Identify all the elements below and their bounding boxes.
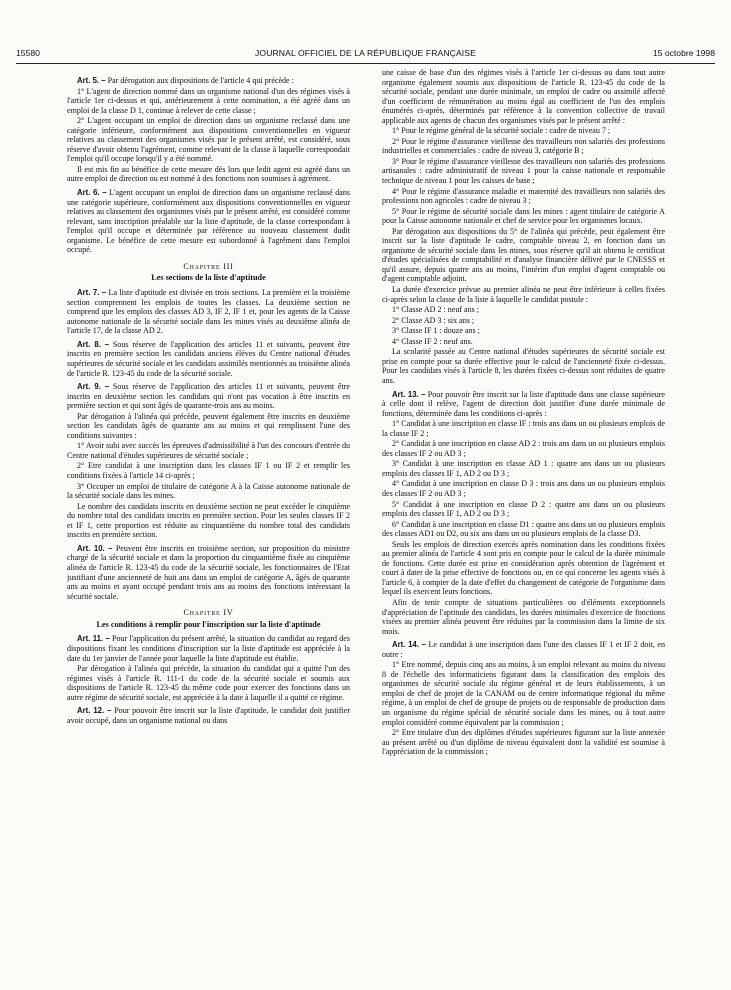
body-paragraph: La scolarité passée au Centre national d'études supérieures de sécurité sociale est prise en compte pour sa durée effective pour le calcul de l'ancienneté fixée ci-dessus. Pour les candidats visés à l'article 8, les durées fixées ci-dessus sont réduites de quatre ans. bbox=[382, 347, 665, 385]
body-paragraph: 2° Pour le régime d'assurance vieillesse des travailleurs non salariés des professions industrielles et commerciales : cadre de niveau 3, catégorie B ; bbox=[382, 136, 665, 156]
article-text: La liste d'aptitude est divisée en trois sections. La première et la troisième section comprennent les emplois de toutes les classes. La deuxième section ne comprend que les emplois des classes AD 3, IF 2, IF 1 et, pour les agents de la Caisse autonome nationale de la sécurité sociale dans les mines visés au deuxième alinéa de l'article 17, de la classe AD 2. bbox=[67, 288, 350, 336]
body-paragraph: 1° Pour le régime général de la sécurité sociale : cadre de niveau 7 ; bbox=[392, 126, 611, 136]
article-label: Art. 8. – bbox=[77, 339, 110, 349]
body-paragraph: Par dérogation à l'alinéa qui précède, peuvent également être inscrits en deuxième section les candidats âgés de quarante ans au moins et qui remplissent l'une des conditions suivantes : bbox=[67, 411, 350, 440]
body-paragraph: 1° Classe AD 2 : neuf ans ; bbox=[392, 305, 480, 315]
article-paragraph bbox=[382, 640, 665, 659]
body-paragraph: 1° Etre nommé, depuis cinq ans au moins, à un emploi relevant au moins du niveau 8 de l'échelle des informaticiens figurant dans la classification des emplois des organismes de sécurité sociale du régime général et de leurs établissements, à un emploi de chef de projet de la CANAM ou de centre informatique régional du même régime, à un emploi de chef de groupe de projets ou de responsable de production dans un organisme du régime spécial de sécurité sociale dans les mines, ou à tout autre emploi considéré comme équivalent par la commission ; bbox=[382, 660, 665, 727]
article-text: L'agent occupant un emploi de direction dans un organisme reclassé dans une catégorie supérieure, conformément aux dispositions conventionnelles en vigueur relatives au classement des organismes visés par le présent arrêté, est considéré comme relevant, sans inscription préalable sur la liste d'aptitude, de la classe correspondant à l'emploi qu'il occupe et déterminée par référence au nouveau classement dudit organisme. Le bénéfice de cette mesure est subordonné à l'agrément dans l'emploi occupé. bbox=[67, 188, 350, 255]
page-number: 15580 bbox=[16, 48, 40, 58]
section-title: Les sections de la liste d'aptitude bbox=[151, 273, 266, 283]
body-paragraph: 6° Candidat à une inscription en classe D1 : quatre ans dans un ou plusieurs emplois des classes AD1 ou D2, ou six ans dans un ou plusieurs emplois de la classe D3. bbox=[382, 519, 665, 539]
body-paragraph: Il est mis fin au bénéfice de cette mesure dès lors que ledit agent est agréé dans un autre emploi de direction ou est nommé à des fonctions non soumises à agrément. bbox=[67, 164, 350, 184]
body-paragraph: 3° Classe IF 1 : douze ans ; bbox=[392, 326, 480, 336]
article-label: Art. 13. – bbox=[392, 389, 426, 399]
body-paragraph: La durée d'exercice prévue au premier alinéa ne peut être inférieure à celles fixées ci-après selon la classe de la liste à laquelle le candidat postule : bbox=[382, 285, 665, 304]
body-paragraph: 4° Pour le régime d'assurance maladie et maternité des travailleurs non salariés des professions non agricoles : cadre de niveau 3 ; bbox=[382, 186, 665, 206]
article-label: Art. 11. – bbox=[77, 634, 110, 644]
article-text: Par dérogation aux dispositions de l'article 4 qui précède : bbox=[105, 76, 294, 85]
left-column bbox=[67, 72, 350, 977]
article-label: Art. 10. – bbox=[77, 543, 113, 553]
right-column bbox=[382, 68, 665, 973]
body-paragraph: Seuls les emplois de direction exercés après nomination dans les conditions fixées au premier alinéa de l'article 4 sont pris en compte pour le calcul de la durée minimale de fonctions. Cette durée est prise en considération après obtention de l'agrément et court à dater de la prise effective de fonctions ou, en ce qui concerne les agents visés à l'article 6, à compter de la date d'effet du changement de catégorie de l'organisme dans lequel ils exercent leurs fonctions. bbox=[382, 539, 665, 597]
body-paragraph: 5° Candidat à une inscription en classe D 2 : quatre ans dans un ou plusieurs emplois des classes IF 1, AD 2 ou D 3 ; bbox=[382, 499, 665, 519]
body-paragraph: 2° Etre titulaire d'un des diplômes d'études supérieures figurant sur la liste annexée au présent arrêté ou d'un diplôme de niveau équivalent dont la validité est soumise à l'appréciation de la commission ; bbox=[382, 728, 665, 757]
body-paragraph: Par dérogation aux dispositions du 5° de l'alinéa qui précède, peut également être inscrit sur la liste d'aptitude le cadre, comptable niveau 2, en fonction dans un organisme de sécurité sociale dans les mines, sous réserve qu'il ait obtenu le certificat d'études spécialisées de comptabilité et d'analyse financière délivré par le CNESSS et qu'il assure, depuis quatre ans au moins, l'intérim d'un emploi d'agent comptable ou d'agent comptable adjoint. bbox=[382, 226, 665, 284]
article-label: Art. 12. – bbox=[77, 706, 112, 716]
page-header bbox=[16, 48, 715, 62]
article-paragraph bbox=[67, 706, 350, 725]
article-text: Pour pouvoir être inscrit sur la liste d'aptitude, le candidat doit justifier avoir occupé, dans un organisme national ou dans bbox=[67, 706, 350, 725]
body-paragraph: 3° Occuper un emploi de titulaire de catégorie A à la Caisse autonome nationale de la sécurité sociale dans les mines. bbox=[67, 481, 350, 501]
body-paragraph: 3° Candidat à une inscription en classe AD 1 : quatre ans dans un ou plusieurs emplois des classes IF 1, AD 2 ou D 3 ; bbox=[382, 459, 665, 478]
body-paragraph: Afin de tenir compte de situations particulières ou d'éléments exceptionnels d'appréciation de l'aptitude des candidats, les durées minimales d'exercice de fonctions visées au premier alinéa peuvent être réduites par la commission dans la limite de six mois. bbox=[382, 597, 665, 636]
chapter-heading: Chapitre III bbox=[183, 261, 234, 271]
body-paragraph: 1° L'agent de direction nommé dans un organisme national d'un des régimes visés à l'article 1er ci-dessus et qui, antérieurement à cette nomination, a été agréé dans un emploi de la classe D 1, continue à relever de cette classe ; bbox=[67, 86, 350, 115]
article-label: Art. 14. – bbox=[392, 640, 426, 650]
article-label: Art. 5. – bbox=[77, 76, 106, 85]
article-text: Pour l'application du présent arrêté, la situation du candidat au regard des dispositions fixant les conditions d'inscription sur la liste d'aptitude est appréciée à la date du 1er janvier de l'année pour laquelle la liste d'aptitude est établie. bbox=[67, 634, 350, 663]
article-label: Art. 9. – bbox=[77, 382, 110, 392]
body-paragraph: 2° L'agent occupant un emploi de direction dans un organisme reclassé dans une catégorie inférieure, conformément aux dispositions conventionnelles en vigueur relatives au classement des organismes visés par le présent arrêté, est considéré, sous réserve d'avoir obtenu l'agrément, comme relevant de la classe à laquelle correspondait l'emploi qu'il occupe lorsqu'il y a été nommé. bbox=[67, 116, 350, 164]
header-rule bbox=[16, 63, 715, 64]
article-label: Art. 6. – bbox=[77, 188, 107, 198]
article-text: Sous réserve de l'application des articles 11 et suivants, peuvent être inscrits en deuxième section les candidats qui n'ont pas vocation à être inscrits en première section et qui sont âgés de quarante-trois ans au moins. bbox=[67, 382, 350, 411]
body-paragraph: 2° Etre candidat à une inscription dans les classes IF 1 ou IF 2 et remplir les conditions fixées à l'article 14 ci-après ; bbox=[67, 461, 350, 481]
body-paragraph: 3° Pour le régime d'assurance vieillesse des travailleurs non salariés des professions artisanales : cadre administratif de niveau 1 pour la caisse nationale et responsable technique de niveau 1 pour les caisses de base ; bbox=[382, 156, 665, 186]
body-paragraph: 1° Candidat à une inscription en classe IF : trois ans dans un ou plusieurs emplois de la classe IF 2 ; bbox=[382, 419, 665, 438]
body-paragraph: une caisse de base d'un des régimes visés à l'article 1er ci-dessus ou dans tout autre organisme également soumis aux dispositions de l'article R. 123-45 du code de la sécurité sociale, pendant une durée minimale, un emploi de cadre ou assimilé affecté d'un coefficient de rémunération au moins égal au coefficient de l'un des emplois énumérés ci-après, déterminés par référence à la convention collective de travail applicable aux agents de chacun des organismes visés par le présent arrêté : bbox=[382, 68, 665, 125]
article-text: Peuvent être inscrits en troisième section, sur proposition du ministre chargé de la sécurité sociale et dans la proportion du cinquantième fixée au cinquième alinéa de l'article R. 123-45 du code de la sécurité sociale, les fonctionnaires de l'Etat justifiant d'une ancienneté de huit ans dans un emploi de catégorie A, âgés de quarante ans au moins et ayant occupé pendant trois ans au moins des fonctions intéressant la sécurité sociale. bbox=[67, 543, 350, 601]
issue-date: 15 octobre 1998 bbox=[652, 48, 715, 58]
article-text: Pour pouvoir être inscrit sur la liste d'aptitude dans une classe supérieure à celle dont il relève, l'agent de direction doit justifier d'une durée minimale de fonctions, déterminée dans les conditions ci-après : bbox=[382, 389, 665, 418]
article-paragraph bbox=[382, 390, 665, 419]
article-text: Sous réserve de l'application des articles 11 et suivants, peuvent être inscrits en première section les candidats anciens élèves du Centre national d'études supérieures de sécurité sociale et les candidats assimilés mentionnés au troisième alinéa de l'article R. 123-45 du code de la sécurité sociale. bbox=[67, 339, 350, 378]
body-paragraph: 4° Classe IF 2 : neuf ans. bbox=[392, 336, 473, 346]
body-paragraph: 5° Pour le régime de sécurité sociale dans les mines : agent titulaire de catégorie A pour la Caisse autonome nationale et chef de service pour les organismes locaux. bbox=[382, 206, 665, 226]
body-paragraph: Le nombre des candidats inscrits en deuxième section ne peut excéder le cinquième du nombre total des candidats inscrits en première section. Pour les seules classes IF 2 et IF 1, cette proportion est réduite au cinquantième du nombre total des candidats inscrits en première section. bbox=[67, 501, 350, 540]
article-paragraph bbox=[67, 340, 350, 378]
journal-title: JOURNAL OFFICIEL DE LA RÉPUBLIQUE FRANÇAISE bbox=[255, 48, 476, 58]
body-paragraph: 2° Candidat à une inscription en classe AD 2 : trois ans dans un ou plusieurs emplois des classes IF 2 ou AD 3 ; bbox=[382, 439, 665, 458]
body-paragraph: 1° Avoir subi avec succès les épreuves d'admissibilité à l'un des concours d'entrée du Centre national d'études supérieures de sécurité sociale ; bbox=[67, 441, 350, 460]
chapter-heading: Chapitre IV bbox=[183, 608, 234, 618]
body-paragraph: Par dérogation à l'alinéa qui précède, la situation du candidat qui a quitté l'un des régimes visés à l'article R. 111-1 du code de la sécurité sociale et soumis aux dispositions de l'article R. 123-45 du même code pour exercer des fonctions dans un autre régime de sécurité sociale, est appréciée à la date à laquelle il a quitté ce régime. bbox=[67, 664, 350, 702]
body-paragraph: 4° Candidat à une inscription en classe D 3 : trois ans dans un ou plusieurs emplois des classes IF 2 ou AD 3 ; bbox=[382, 479, 665, 498]
article-text: Le candidat à une inscription dans l'une des classes IF 1 et IF 2 doit, en outre : bbox=[382, 640, 665, 659]
article-paragraph bbox=[67, 544, 350, 601]
article-paragraph bbox=[67, 382, 350, 411]
article-paragraph bbox=[67, 188, 350, 255]
article-label: Art. 7. – bbox=[77, 288, 107, 298]
article-paragraph bbox=[67, 288, 350, 336]
article-paragraph bbox=[67, 634, 350, 663]
section-title: Les conditions à remplir pour l'inscription sur la liste d'aptitude bbox=[96, 619, 321, 629]
body-paragraph: 2° Classe AD 3 : six ans ; bbox=[392, 315, 475, 325]
article-paragraph bbox=[67, 76, 350, 86]
